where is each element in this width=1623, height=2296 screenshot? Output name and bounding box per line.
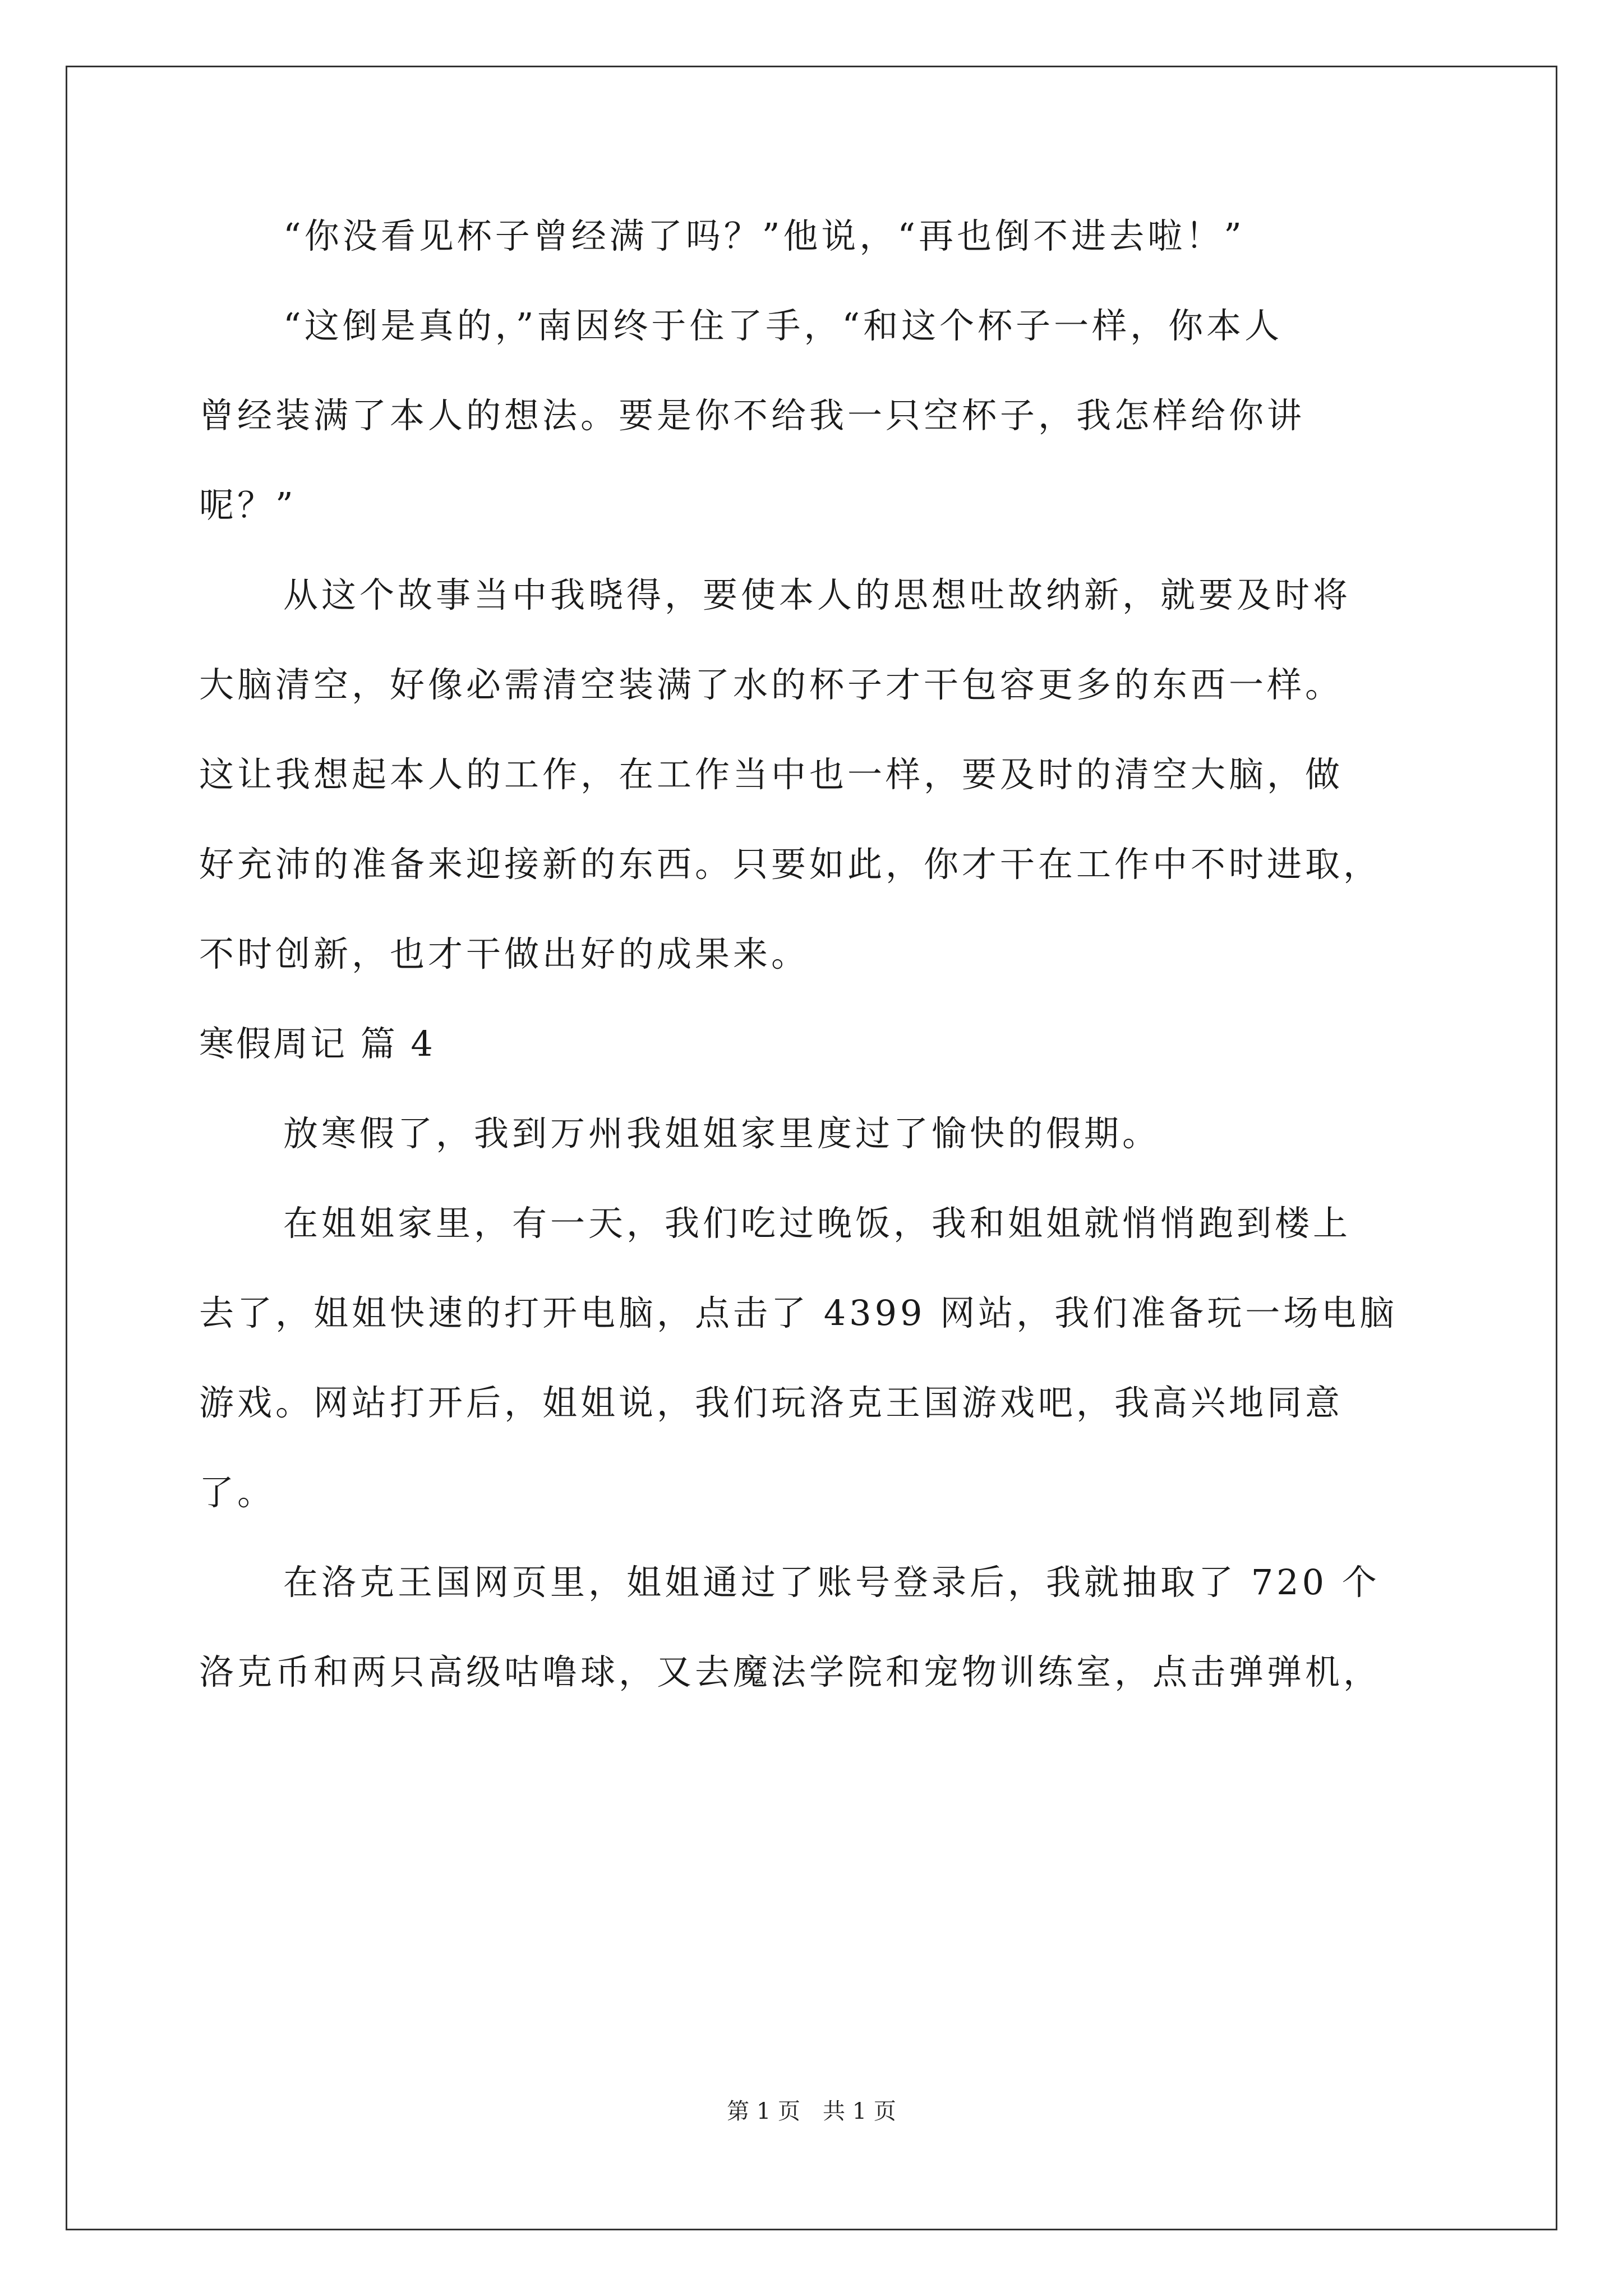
paragraph-line: 游戏。网站打开后，姐姐说，我们玩洛克王国游戏吧，我高兴地同意 — [199, 1382, 1344, 1423]
paragraph-line: 洛克币和两只高级咕噜球，又去魔法学院和宠物训练室，点击弹弹机， — [199, 1651, 1382, 1692]
paragraph-line: 在洛克王国网页里，姐姐通过了账号登录后，我就抽取了 720 个 — [283, 1562, 1380, 1603]
section-heading: 寒假周记 篇 4 — [199, 1023, 435, 1064]
paragraph-line: 大脑清空，好像必需清空装满了水的杯子才干包容更多的东西一样。 — [199, 664, 1344, 705]
paragraph-line: 这让我想起本人的工作，在工作当中也一样，要及时的清空大脑，做 — [199, 754, 1344, 795]
paragraph-line: 好充沛的准备来迎接新的东西。只要如此，你才干在工作中不时进取， — [199, 844, 1382, 885]
paragraph-line: 放寒假了，我到万州我姐姐家里度过了愉快的假期。 — [283, 1113, 1161, 1154]
page-number: 第 1 页 — [727, 2099, 800, 2124]
page-total: 共 1 页 — [823, 2099, 896, 2124]
paragraph-line: 去了，姐姐快速的打开电脑，点击了 4399 网站，我们准备玩一场电脑 — [199, 1292, 1398, 1333]
paragraph-line: 呢？” — [199, 485, 297, 526]
paragraph-line: 在姐姐家里，有一天，我们吃过晚饭，我和姐姐就悄悄跑到楼上 — [283, 1203, 1352, 1244]
paragraph-line: 曾经装满了本人的想法。要是你不给我一只空杯子，我怎样给你讲 — [199, 395, 1306, 436]
paragraph-line: 了。 — [199, 1472, 276, 1513]
paragraph-line: “你没看见杯子曾经满了吗？”他说，“再也倒不进去啦！” — [283, 215, 1245, 256]
paragraph-line: 不时创新，也才干做出好的成果来。 — [199, 933, 810, 974]
paragraph-line: 从这个故事当中我晓得，要使本人的思想吐故纳新，就要及时将 — [283, 574, 1352, 615]
paragraph-line: “这倒是真的，”南因终于住了手，“和这个杯子一样，你本人 — [283, 305, 1283, 346]
page-footer — [0, 2100, 1623, 2123]
